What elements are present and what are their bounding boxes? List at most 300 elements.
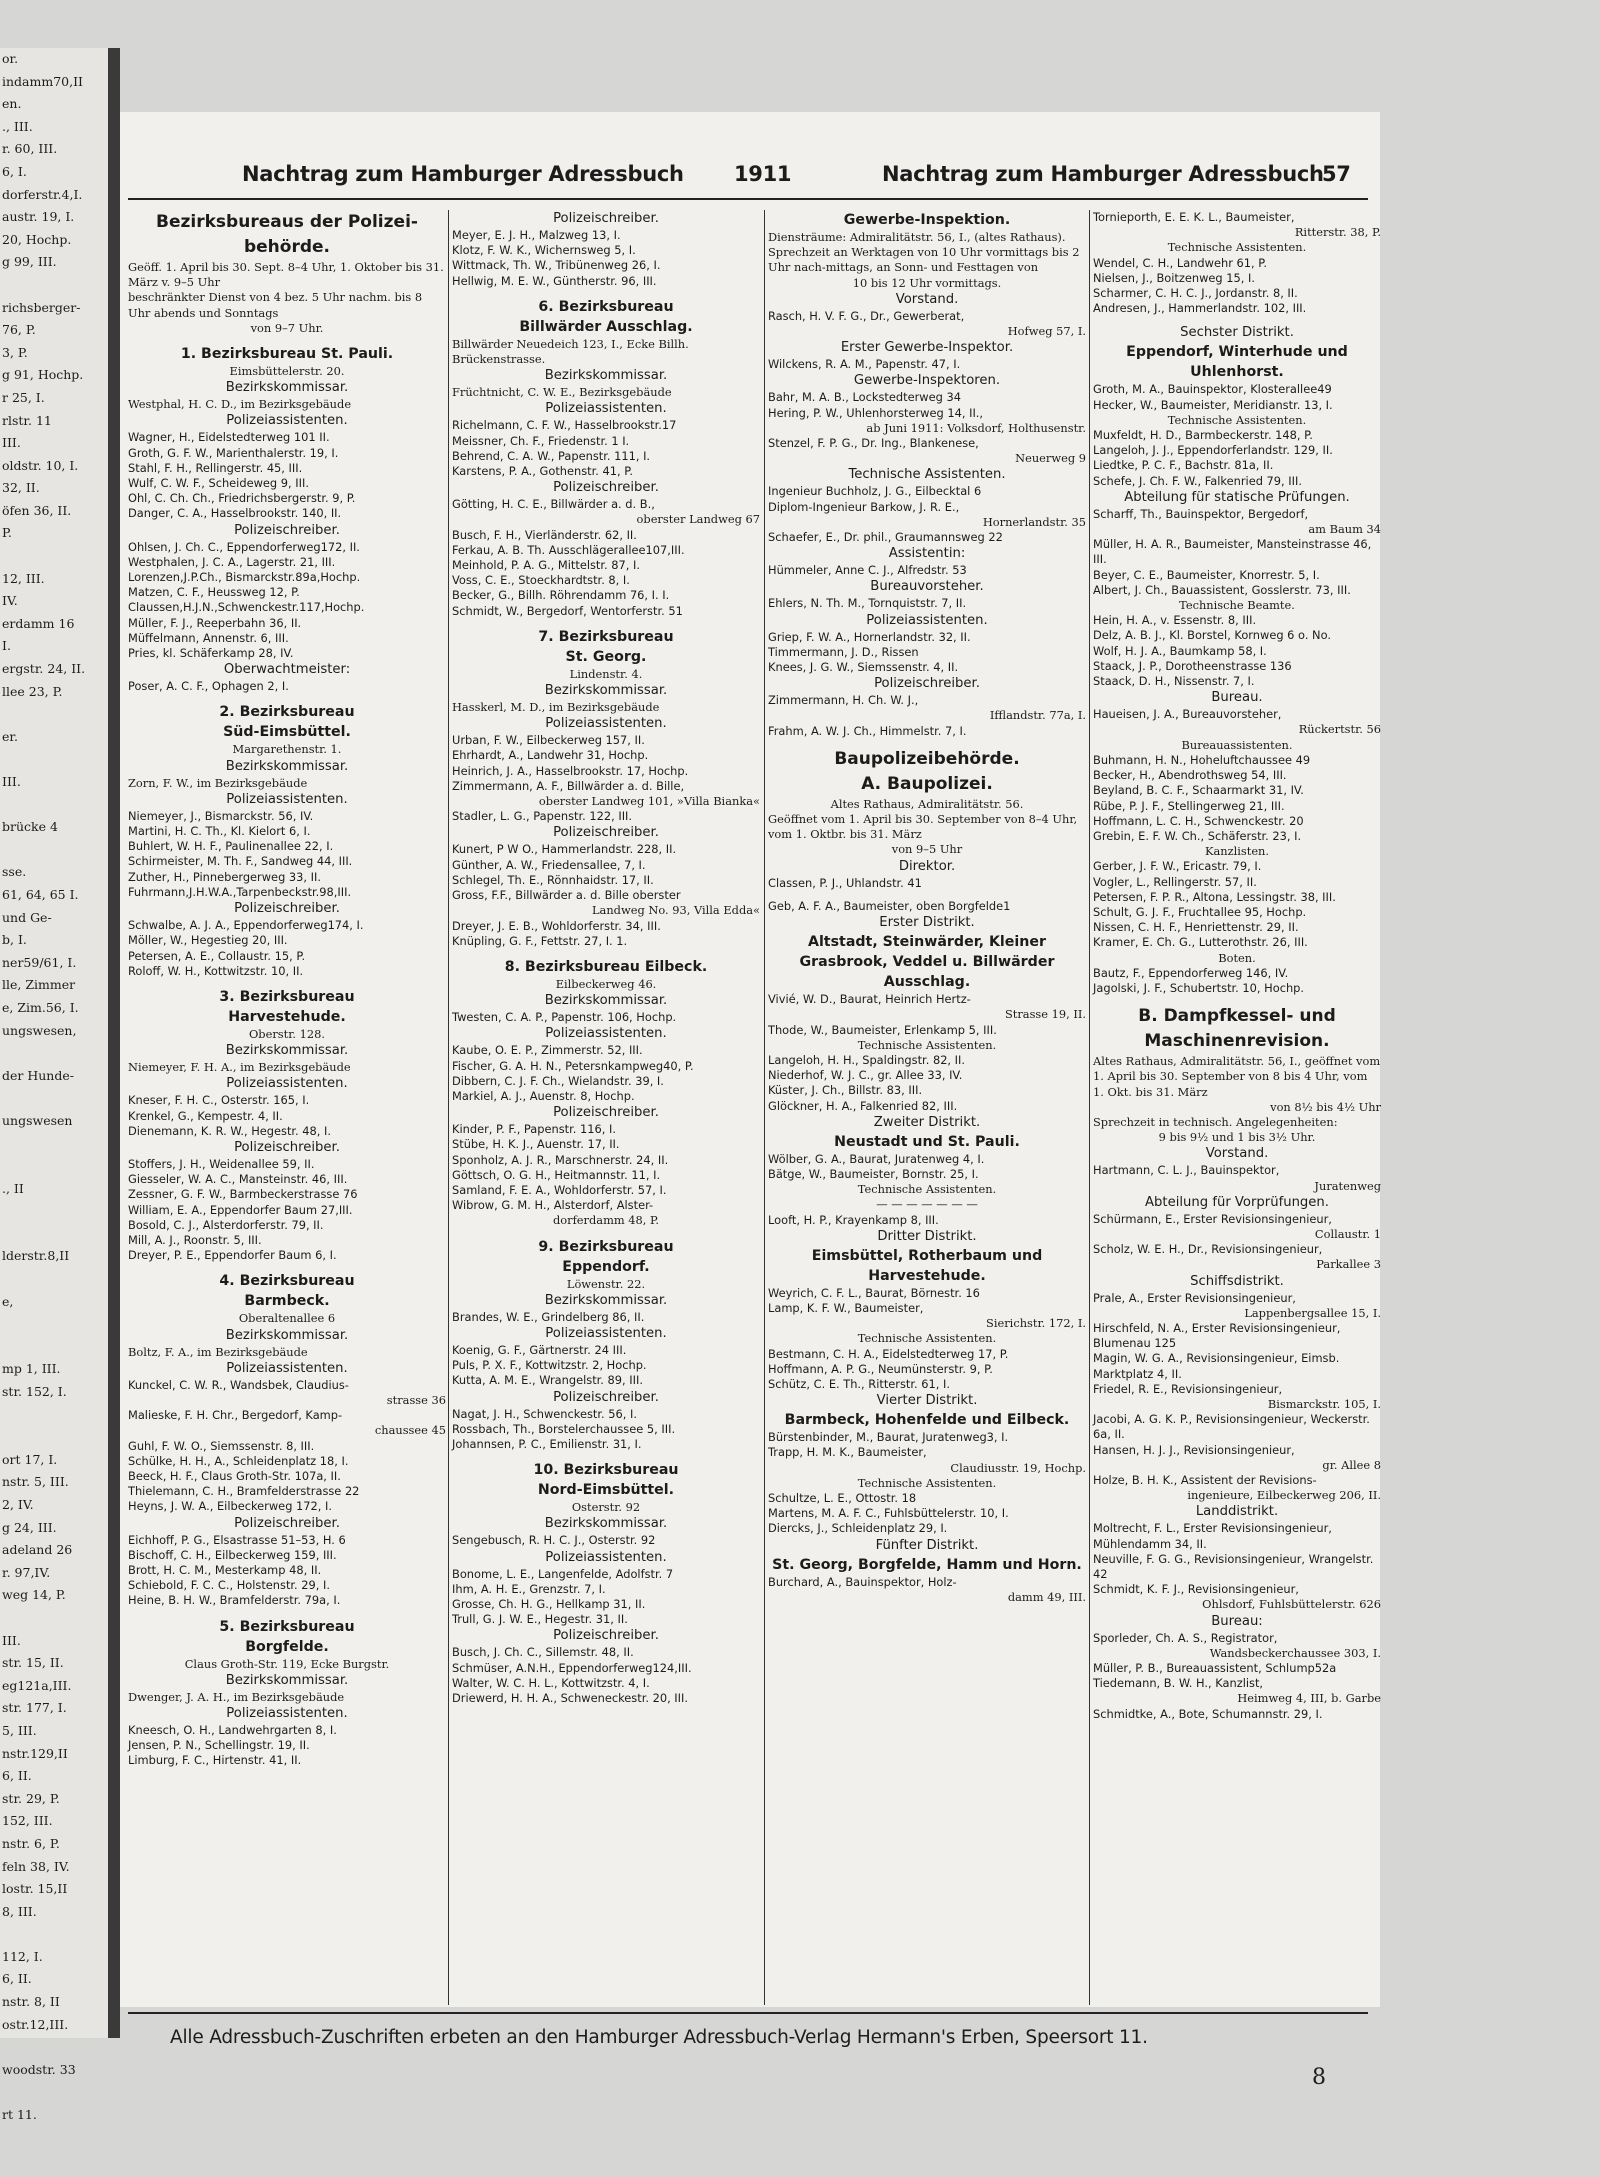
column-4 [1093, 210, 1384, 2010]
continuation-line: ingenieure, Eilbeckerweg 206, II. [1187, 1488, 1381, 1503]
directory-entry: Burchard, A., Bauinspektor, Holz- [768, 1574, 957, 1589]
facing-page-line: richsberger- [2, 299, 81, 315]
facing-page-line: 12, III. [2, 570, 45, 586]
directory-entry: Hartmann, C. L. J., Bauinspektor, [1093, 1163, 1280, 1178]
note-text: Sprechzeit in technisch. Angelegenheiten: [1093, 1114, 1338, 1129]
note-text: Westphal, H. C. D., im Bezirksgebäude [128, 397, 352, 412]
facing-page-line: llee 23, P. [2, 683, 63, 699]
directory-entry: Niederhof, W. J. C., gr. Allee 33, IV. [768, 1068, 963, 1083]
directory-entry: Schefe, J. Ch. F. W., Falkenried 79, III. [1093, 473, 1302, 488]
facing-page-line: str. 29, P. [2, 1790, 60, 1806]
directory-entry: Wagner, H., Eidelstedterweg 101 II. [128, 430, 330, 445]
bureau-heading: 6. Bezirksbureau [538, 298, 674, 315]
note-text: Boltz, F. A., im Bezirksgebäude [128, 1344, 308, 1359]
directory-entry: Kramer, E. Ch. G., Lutterothstr. 26, III. [1093, 935, 1308, 950]
role-heading: Bezirkskommissar. [544, 1516, 668, 1532]
bureau-heading: St. Georg. [565, 648, 647, 665]
directory-entry: Rossbach, Th., Borstelerchaussee 5, III. [452, 1421, 676, 1436]
directory-entry: Thielemann, C. H., Bramfelderstrasse 22 [128, 1484, 360, 1499]
section-heading: behörde. [243, 237, 331, 257]
directory-entry: Friedel, R. E., Revisionsingenieur, [1093, 1381, 1283, 1396]
directory-entry: Niemeyer, J., Bismarckstr. 56, IV. [128, 808, 314, 823]
facing-page-line [0, 2036, 108, 2059]
directory-entry: Urban, F. W., Eilbeckerweg 157, II. [452, 733, 645, 748]
continuation-line: Ohlsdorf, Fuhlsbüttelerstr. 626 [1202, 1597, 1381, 1612]
facing-page-line: or. [2, 51, 19, 66]
bureau-heading: Nord-Eimsbüttel. [537, 1482, 675, 1499]
note-text: Diensträume: Admiralitätstr. 56, I., (altes Rathaus). Sprechzeit an Werktagen von 10 Uhr vormittags bis 2 Uhr nach-mittags, an Sonn- und Festtagen von [768, 230, 1084, 275]
note-text: beschränkter Dienst von 4 bez. 5 Uhr nachm. bis 8 Uhr abends und Sonntags [128, 290, 426, 320]
directory-entry: Staack, J. P., Dorotheenstrasse 136 [1093, 658, 1292, 673]
section-heading: A. Baupolizei. [861, 773, 993, 794]
continuation-line: Ritterstr. 38, P. [1294, 225, 1381, 240]
directory-entry: Dreyer, P. E., Eppendorfer Baum 6, I. [128, 1248, 337, 1263]
directory-entry: Brandes, W. E., Grindelberg 86, II. [452, 1309, 645, 1324]
facing-page-line: adeland 26 [2, 1542, 73, 1558]
directory-entry: Zimmermann, A. F., Billwärder a. d. Bille, [452, 778, 685, 793]
directory-entry: Jensen, P. N., Schellingstr. 19, II. [128, 1738, 310, 1753]
facing-page-line: 6, II. [2, 1971, 32, 1987]
directory-entry: Jagolski, J. F., Schubertstr. 10, Hochp. [1093, 980, 1305, 995]
running-header [122, 162, 1372, 196]
role-heading: Polizeiassistenten. [226, 1360, 348, 1376]
directory-entry: Nissen, C. H. F., Henriettenstr. 29, II. [1093, 920, 1299, 935]
role-heading: Bureau: [1211, 1613, 1263, 1629]
facing-page-line: ner59/61, I. [2, 954, 77, 970]
role-heading: Dritter Distrikt. [877, 1228, 977, 1244]
facing-page-line [0, 1087, 108, 1110]
directory-entry: Liedtke, P. C. F., Bachstr. 81a, II. [1093, 458, 1274, 473]
signature-mark: 8 [1312, 2065, 1326, 2090]
directory-entry: William, E. A., Eppendorfer Baum 27,III. [128, 1202, 353, 1217]
column-divider [1089, 210, 1090, 2005]
facing-page-line: 5, III. [2, 1722, 37, 1738]
centered-note: 10 bis 12 Uhr vormittags. [852, 275, 1002, 290]
directory-entry: Heyns, J. W. A., Eilbeckerweg 172, I. [128, 1499, 333, 1514]
spacer [768, 739, 1086, 747]
centered-note: Eimsbüttelerstr. 20. [229, 364, 345, 379]
directory-entry: Wittmack, Th. W., Tribünenweg 26, I. [452, 258, 661, 273]
facing-page-line: erdamm 16 [2, 615, 75, 631]
centered-note: Claus Groth-Str. 119, Ecke Burgstr. [184, 1656, 390, 1671]
directory-entry: Scharmer, C. H. C. J., Jordanstr. 8, II. [1093, 286, 1298, 301]
role-heading: Bezirkskommissar. [225, 758, 349, 774]
directory-entry: Stübe, H. K. J., Auenstr. 17, II. [452, 1137, 620, 1152]
column-divider [448, 210, 449, 2005]
facing-page-line [0, 1223, 108, 1246]
facing-page-line [0, 1336, 108, 1359]
centered-note: von 9–7 Uhr. [250, 320, 324, 335]
directory-entry: Brott, H. C. M., Mesterkamp 48, II. [128, 1562, 322, 1577]
spacer [452, 289, 760, 297]
directory-entry: Bosold, C. J., Alsterdorferstr. 79, II. [128, 1217, 324, 1232]
bureau-heading: Neustadt und St. Pauli. [834, 1133, 1020, 1150]
directory-entry: Bürstenbinder, M., Baurat, Juratenweg3, I. [768, 1430, 1009, 1445]
facing-page-line [0, 1923, 108, 1946]
directory-entry: Becker, G., Billh. Röhrendamm 76, I. I. [452, 588, 670, 603]
centered-note: Technische Assistenten. [857, 1331, 997, 1346]
directory-entry: Lorenzen,J.P.Ch., Bismarckstr.89a,Hochp. [128, 570, 361, 585]
directory-entry: Puls, P. X. F., Kottwitzstr. 2, Hochp. [452, 1358, 647, 1373]
directory-entry: Götting, H. C. E., Billwärder a. d. B., [452, 497, 655, 512]
directory-entry: Göttsch, O. G. H., Heitmannstr. 11, I. [452, 1167, 661, 1182]
centered-note: dorferdamm 48, P. [552, 1213, 659, 1228]
role-heading: Polizeischreiber. [553, 480, 659, 496]
facing-page-line [0, 1313, 108, 1336]
directory-entry: Heine, B. H. W., Bramfelderstr. 79a, I. [128, 1593, 341, 1608]
continuation-line: chaussee 45 [374, 1423, 446, 1438]
directory-entry: Schirmeister, M. Th. F., Sandweg 44, III. [128, 854, 353, 869]
directory-entry: Moltrecht, F. L., Erster Revisionsingenieur, Mühlendamm 34, II. [1093, 1521, 1336, 1551]
directory-entry: Martens, M. A. F. C., Fuhlsbüttelerstr. 10, I. [768, 1506, 1009, 1521]
directory-entry: Koenig, G. F., Gärtnerstr. 24 III. [452, 1342, 627, 1357]
directory-entry: Müller, P. B., Bureauassistent, Schlump52a [1093, 1661, 1337, 1676]
directory-entry: Scholz, W. E. H., Dr., Revisionsingenieur, [1093, 1242, 1323, 1257]
facing-page-line: woodstr. 33 [2, 2061, 76, 2077]
facing-page-line: r. 60, III. [2, 141, 58, 157]
directory-entry: Hoffmann, L. C. H., Schwenckestr. 20 [1093, 813, 1304, 828]
directory-entry: Schmidt, K. F. J., Revisionsingenieur, [1093, 1582, 1299, 1597]
centered-note: Technische Beamte. [1179, 598, 1295, 613]
role-heading: Abteilung für statische Prüfungen. [1124, 489, 1350, 505]
role-heading: Bureauvorsteher. [870, 579, 984, 595]
directory-entry: Schwalbe, A. J. A., Eppendorferweg174, I. [128, 918, 364, 933]
directory-entry: Gross, F.F., Billwärder a. d. Bille oberster [452, 888, 681, 903]
facing-page-line [0, 703, 108, 726]
directory-entry: Giesseler, W. A. C., Mansteinstr. 46, III. [128, 1172, 348, 1187]
section-heading: Bezirksbureaus der Polizei- [156, 212, 418, 232]
continuation-line: Hornerlandstr. 35 [982, 514, 1086, 529]
directory-entry: Schmidtke, A., Bote, Schumannstr. 29, I. [1093, 1706, 1323, 1721]
directory-entry: Kinder, P. F., Papenstr. 116, I. [452, 1122, 616, 1137]
role-heading: Polizeiassistenten. [545, 1549, 667, 1565]
facing-page-line: nstr. 5, III. [2, 1474, 69, 1490]
directory-entry: Markiel, A. J., Auenstr. 8, Hochp. [452, 1088, 635, 1103]
directory-entry: Fuhrmann,J.H.W.A.,Tarpenbeckstr.98,III. [128, 884, 352, 899]
column-divider [764, 210, 765, 2005]
facing-page-line: er. [2, 728, 18, 744]
facing-page-line: III. [2, 435, 21, 451]
directory-entry: Wölber, G. A., Baurat, Juratenweg 4, I. [768, 1151, 985, 1166]
directory-entry: Schütz, C. E. Th., Ritterstr. 61, I. [768, 1376, 950, 1391]
facing-page-line: g 24, III. [2, 1519, 57, 1535]
directory-entry: Andresen, J., Hammerlandstr. 102, III. [1093, 301, 1307, 316]
directory-entry: Ferkau, A. B. Th. Ausschlägerallee107,III. [452, 542, 685, 557]
directory-entry: Schmüser, A.N.H., Eppendorferweg124,III. [452, 1660, 692, 1675]
footer-rule [128, 2012, 1368, 2014]
directory-entry: Westphalen, J. C. A., Lagerstr. 21, III. [128, 554, 336, 569]
directory-entry: Karstens, P. A., Gothenstr. 41, P. [452, 464, 633, 479]
directory-entry: Wulf, C. W. F., Scheideweg 9, III. [128, 476, 309, 491]
directory-entry: Johannsen, P. C., Emilienstr. 31, I. [452, 1436, 642, 1451]
facing-page-line: 6, I. [2, 163, 27, 179]
directory-entry: Mill, A. J., Roonstr. 5, III. [128, 1232, 262, 1247]
header-year: 1911 [734, 162, 792, 186]
centered-note: Osterstr. 92 [571, 1500, 641, 1515]
spacer [452, 1229, 760, 1237]
directory-entry: Classen, P. J., Uhlandstr. 41 [768, 875, 922, 890]
facing-page-line: ort 17, I. [2, 1451, 58, 1467]
role-heading: Polizeischreiber. [553, 211, 659, 226]
facing-page-line [0, 274, 108, 297]
role-heading: Polizeiassistenten. [226, 1706, 348, 1721]
role-heading: Vorstand. [1205, 1146, 1269, 1162]
directory-entry: Groth, M. A., Bauinspektor, Klosterallee49 [1093, 382, 1332, 397]
directory-entry: Langeloh, H. H., Spaldingstr. 82, II. [768, 1052, 966, 1067]
role-heading: Direktor. [898, 858, 956, 874]
centered-note: Kanzlisten. [1204, 844, 1270, 859]
directory-entry: Trapp, H. M. K., Baumeister, [768, 1445, 927, 1460]
facing-page-line: nstr.129,II [2, 1745, 68, 1761]
facing-page-line: weg 14, P. [2, 1587, 66, 1603]
facing-page-line: 112, I. [2, 1948, 43, 1964]
header-rule [128, 198, 1368, 200]
spacer [1093, 996, 1381, 1004]
directory-entry: Jacobi, A. G. K. P., Revisionsingenieur, Weckerstr. 6a, II. [1093, 1412, 1374, 1442]
facing-page-line: III. [2, 1632, 21, 1648]
centered-note: Eilbeckerweg 46. [555, 976, 657, 991]
directory-entry: Tiedemann, B. W. H., Kanzlist, [1093, 1676, 1264, 1691]
directory-entry: Meyer, E. J. H., Malzweg 13, I. [452, 228, 621, 242]
role-heading: Polizeiassistenten. [226, 1076, 348, 1092]
directory-entry: Kunckel, C. W. R., Wandsbek, Claudius- [128, 1377, 349, 1392]
directory-entry: Wibrow, G. M. H., Alsterdorf, Alster- [452, 1198, 654, 1213]
role-heading: Gewerbe-Inspektoren. [853, 373, 1001, 389]
directory-entry: Hering, P. W., Uhlenhorsterweg 14, II., [768, 405, 984, 420]
directory-entry: Staack, D. H., Nissenstr. 7, I. [1093, 674, 1255, 689]
facing-page-line: 61, 64, 65 I. [2, 886, 79, 902]
directory-entry: Hecker, W., Baumeister, Meridianstr. 13, I. [1093, 397, 1333, 412]
facing-page-line [0, 794, 108, 817]
role-heading: Polizeischreiber. [553, 1628, 659, 1644]
directory-entry: Müller, H. A. R., Baumeister, Mansteinstrasse 46, III. [1093, 537, 1375, 567]
directory-entry: Nagat, J. H., Schwenckestr. 56, I. [452, 1406, 637, 1421]
directory-entry: Tornieporth, E. E. K. L., Baumeister, [1093, 210, 1295, 224]
role-heading: Bezirkskommissar. [544, 368, 668, 384]
role-heading: Polizeiassistenten. [545, 1325, 667, 1341]
facing-page-line: indamm70,II [2, 73, 83, 89]
role-heading: Polizeiassistenten. [545, 716, 667, 732]
continuation-line: Strasse 19, II. [1004, 1007, 1086, 1022]
bureau-heading: St. Georg, Borgfelde, Hamm und Horn. [772, 1556, 1082, 1573]
note-text: Niemeyer, F. H. A., im Bezirksgebäude [128, 1060, 351, 1075]
facing-page-line: nstr. 8, II [2, 1994, 60, 2010]
continuation-line: Neuerweg 9 [1015, 451, 1086, 466]
directory-entry: Walter, W. C. H. L., Kottwitzstr. 4, I. [452, 1675, 650, 1690]
directory-entry: Grebin, E. F. W. Ch., Schäferstr. 23, I. [1093, 828, 1302, 843]
centered-note: Technische Assistenten. [857, 1037, 997, 1052]
role-heading: Abteilung für Vorprüfungen. [1145, 1194, 1329, 1210]
section-heading: B. Dampfkessel- und Maschinenrevision. [1138, 1006, 1342, 1052]
facing-page-line: 6, II. [2, 1768, 32, 1784]
bureau-heading: Borgfelde. [245, 1638, 329, 1655]
continuation-line: oberster Landweg 101, »Villa Bianka« [538, 794, 760, 809]
role-heading: Bezirkskommissar. [225, 1672, 349, 1688]
directory-entry: Wilckens, R. A. M., Papenstr. 47, I. [768, 357, 961, 372]
facing-page-line: austr. 19, I. [2, 209, 75, 225]
role-heading: Zweiter Distrikt. [873, 1114, 981, 1130]
directory-entry: Stadler, L. G., Papenstr. 122, III. [452, 809, 633, 824]
facing-page-line [0, 545, 108, 568]
role-heading: Polizeiassistenten. [226, 791, 348, 807]
directory-entry: Pries, kl. Schäferkamp 28, IV. [128, 646, 294, 661]
role-heading: Polizeischreiber. [234, 1139, 340, 1155]
facing-page-line: 2, IV. [2, 1497, 34, 1512]
role-heading: Bezirkskommissar. [544, 993, 668, 1009]
header-page-number: 57 [1322, 162, 1351, 186]
directory-entry: Behrend, C. A. W., Papenstr. 111, I. [452, 448, 651, 463]
facing-page-line: g 99, III. [2, 254, 57, 270]
directory-entry: Beeck, H. F., Claus Groth-Str. 107a, II. [128, 1468, 341, 1483]
centered-note: Technische Assistenten. [857, 1182, 997, 1197]
centered-note: Technische Assistenten. [857, 1475, 997, 1490]
role-heading: Polizeischreiber. [553, 1105, 659, 1121]
directory-entry: Knees, J. G. W., Siemssenstr. 4, II. [768, 660, 959, 675]
centered-note: Lindenstr. 4. [569, 666, 643, 681]
directory-entry: Müffelmann, Annenstr. 6, III. [128, 630, 289, 645]
directory-entry: Wolf, H. J. A., Baumkamp 58, I. [1093, 643, 1267, 658]
directory-entry: Günther, A. W., Friedensallee, 7, I. [452, 857, 646, 872]
directory-entry: Roloff, W. H., Kottwitzstr. 10, II. [128, 963, 304, 978]
facing-page-line: öfen 36, II. [2, 502, 72, 518]
facing-page-line: ergstr. 24, II. [2, 661, 86, 677]
facing-page-line [0, 1607, 108, 1630]
facing-page-line: e, [2, 1293, 14, 1309]
section-heading: Baupolizeibehörde. [834, 748, 1020, 769]
book-gutter [108, 48, 120, 2038]
facing-page-line: und Ge- [2, 909, 52, 925]
bureau-heading: Süd-Eimsbüttel. [223, 724, 351, 741]
directory-entry: Busch, J. Ch. C., Sillemstr. 48, II. [452, 1645, 634, 1660]
directory-entry: Diplom-Ingenieur Barkow, J. R. E., [768, 499, 960, 514]
directory-entry: Schlegel, Th. E., Rönnhaidstr. 17, II. [452, 872, 654, 887]
directory-entry: Weyrich, C. F. L., Baurat, Börnestr. 16 [768, 1285, 980, 1300]
role-heading: Erster Distrikt. [879, 915, 975, 931]
directory-entry: Voss, C. E., Stoeckhardtstr. 8, I. [452, 573, 630, 588]
directory-entry: Muxfeldt, H. D., Barmbeckerstr. 148, P. [1093, 428, 1313, 443]
facing-page-line: 8, III. [2, 1903, 37, 1919]
centered-note: von 9–5 Uhr [891, 842, 963, 857]
facing-page-line: nstr. 6, P. [2, 1835, 60, 1851]
role-heading: Vorstand. [895, 291, 959, 307]
facing-page-line [0, 1042, 108, 1065]
note-text: Billwärder Neuedeich 123, I., Ecke Billh. Brückenstrasse. [452, 336, 693, 367]
facing-page-line [0, 748, 108, 771]
facing-page-line: 20, Hochp. [2, 231, 72, 247]
facing-page-line: sse. [2, 864, 27, 880]
directory-entry: Griep, F. W. A., Hornerlandstr. 32, II. [768, 629, 971, 644]
directory-entry: Geb, A. F. A., Baumeister, oben Borgfelde1 [768, 898, 1011, 913]
directory-entry: Dibbern, C. J. F. Ch., Wielandstr. 39, I. [452, 1073, 664, 1088]
directory-entry: Fischer, G. A. H. N., Petersnkampweg40, P. [452, 1058, 694, 1073]
directory-entry: Hoffmann, A. P. G., Neumünsterstr. 9, P. [768, 1361, 993, 1376]
column-3 [768, 210, 1086, 2010]
directory-entry: Schiebold, F. C. C., Holstenstr. 29, I. [128, 1578, 331, 1593]
spacer [452, 1452, 760, 1460]
directory-entry: Kaube, O. E. P., Zimmerstr. 52, III. [452, 1043, 643, 1058]
directory-entry: Timmermann, J. D., Rissen [768, 644, 919, 659]
directory-entry: Haueisen, J. A., Bureauvorsteher, [1093, 707, 1282, 722]
directory-entry: Küster, J. Ch., Billstr. 83, III. [768, 1083, 923, 1098]
directory-entry: Schult, G. J. F., Fruchtallee 95, Hochp. [1093, 904, 1307, 919]
role-heading: Technische Assistenten. [848, 467, 1006, 483]
bureau-heading: 3. Bezirksbureau [219, 988, 355, 1005]
header-right-title: Nachtrag zum Hamburger Adressbuch [882, 162, 1324, 186]
directory-entry: Bautz, F., Eppendorferweg 146, IV. [1093, 965, 1289, 980]
bureau-heading: Barmbeck, Hohenfelde und Eilbeck. [784, 1412, 1070, 1429]
directory-entry: Twesten, C. A. P., Papenstr. 106, Hochp. [452, 1010, 677, 1025]
role-heading: Oberwachtmeister: [223, 662, 351, 678]
facing-page-line [0, 1155, 108, 1178]
centered-note: Technische Assistenten. [1167, 240, 1307, 255]
footer-notice: Alle Adressbuch-Zuschriften erbeten an den Hamburger Adressbuch-Verlag Hermann's Erben, Speersort 11. [170, 2027, 1148, 2048]
bureau-heading: 4. Bezirksbureau [219, 1273, 355, 1290]
role-heading: Bezirkskommissar. [544, 1292, 668, 1308]
continuation-line: Landweg No. 93, Villa Edda« [591, 903, 760, 918]
directory-entry: Sporleder, Ch. A. S., Registrator, [1093, 1630, 1278, 1645]
directory-entry: Bahr, M. A. B., Lockstedterweg 34 [768, 390, 961, 405]
facing-page-line: ungswesen, [2, 1022, 77, 1038]
directory-entry: Busch, F. H., Vierländerstr. 62, II. [452, 527, 637, 542]
column-1 [128, 210, 446, 2010]
bureau-heading: Eppendorf, Winterhude und Uhlenhorst. [1126, 344, 1353, 381]
bureau-heading: 5. Bezirksbureau [219, 1618, 355, 1635]
facing-page-line: rt 11. [2, 2107, 37, 2123]
facing-page-line: eg121a,III. [2, 1677, 72, 1693]
directory-entry: Becker, H., Abendrothsweg 54, III. [1093, 768, 1287, 783]
spacer [768, 891, 1086, 899]
role-heading: Polizeischreiber. [234, 522, 340, 538]
bureau-heading: 10. Bezirksbureau [533, 1462, 679, 1479]
continuation-line: Lappenbergsallee 15, I. [1244, 1305, 1381, 1320]
role-heading: Sechster Distrikt. [1180, 325, 1294, 341]
centered-note: Löwenstr. 22. [566, 1276, 646, 1291]
directory-entry: Looft, H. P., Krayenkamp 8, III. [768, 1212, 939, 1227]
centered-note: Oberstr. 128. [248, 1026, 326, 1041]
directory-entry: Möller, W., Hegestieg 20, III. [128, 933, 288, 948]
continuation-line: Juratenweg [1314, 1178, 1381, 1193]
role-heading: Bezirkskommissar. [544, 683, 668, 699]
facing-page-line: r 25, I. [2, 389, 45, 405]
note-text: Früchtnicht, C. W. E., Bezirksgebäude [452, 385, 672, 400]
bureau-heading: 9. Bezirksbureau [538, 1238, 674, 1255]
directory-entry: Zimmermann, H. Ch. W. J., [768, 693, 919, 708]
directory-entry: Hümmeler, Anne C. J., Alfredstr. 53 [768, 563, 967, 578]
continuation-line: ab Juni 1911: Volksdorf, Holthusenstr. [866, 420, 1086, 435]
centered-note: Oberaltenallee 6 [238, 1311, 336, 1326]
facing-page-line: ., III. [2, 118, 33, 134]
directory-entry: Schaefer, E., Dr. phil., Graumannsweg 22 [768, 530, 1003, 545]
continuation-line: oberster Landweg 67 [636, 512, 760, 527]
role-heading: Polizeischreiber. [234, 1515, 340, 1531]
facing-page-line: feln 38, IV. [2, 1858, 70, 1874]
directory-entry: Claussen,H.J.N.,Schwenckestr.117,Hochp. [128, 600, 365, 615]
continuation-line: Ifflandstr. 77a, I. [989, 708, 1086, 723]
facing-page-line [0, 1426, 108, 1449]
role-heading: Landdistrikt. [1195, 1504, 1279, 1520]
continuation-line: von 8½ bis 4½ Uhr [1270, 1099, 1381, 1114]
facing-page-line: brücke 4 [2, 819, 58, 835]
facing-page-line: en. [2, 96, 22, 112]
facing-page-line: 32, II. [2, 480, 40, 496]
directory-entry: Thode, W., Baumeister, Erlenkamp 5, III. [768, 1022, 997, 1037]
facing-page-line: P. [2, 525, 12, 541]
continuation-line: Claudiusstr. 19, Hochp. [950, 1460, 1086, 1475]
facing-page-line: str. 15, II. [2, 1655, 64, 1671]
role-heading: Polizeiassistenten. [866, 612, 988, 628]
facing-page-line: g 91, Hochp. [2, 367, 84, 383]
header-left-title: Nachtrag zum Hamburger Adressbuch [242, 162, 684, 186]
